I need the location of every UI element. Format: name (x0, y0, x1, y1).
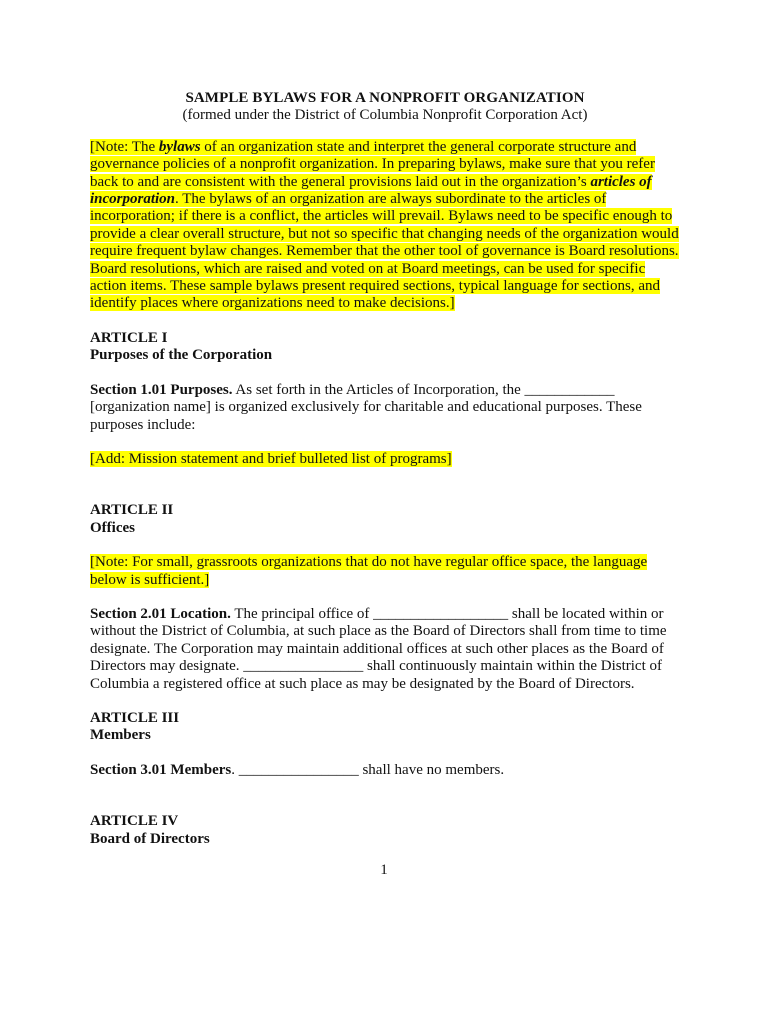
section-2-01 (90, 606, 680, 693)
article-2-heading: ARTICLE II (90, 502, 174, 519)
document-title: SAMPLE BYLAWS FOR A NONPROFIT ORGANIZATION (185, 90, 585, 106)
section-1-01-text: As set forth in the Articles of Incorporation, the ____________ [organization name] is organized exclusively for charitable and educational purposes. These purposes include: (90, 381, 642, 433)
article-1-heading: ARTICLE I (90, 329, 168, 346)
article-3-title: Members (90, 727, 151, 744)
document-content (90, 90, 680, 865)
section-3-01-label: Section 3.01 Members (90, 761, 232, 778)
article-1-title: Purposes of the Corporation (90, 347, 273, 364)
office-space-note: [Note: For small, grassroots organizations that do not have regular office space, the language below is sufficient.] (90, 554, 648, 588)
article-4-heading: ARTICLE IV (90, 813, 179, 830)
section-1-01-label: Section 1.01 Purposes. (90, 381, 233, 398)
note-pre: [Note: The (90, 138, 159, 155)
note-bylaws-term: bylaws (158, 138, 201, 155)
section-3-01-text: . ________________ shall have no members. (231, 761, 505, 778)
article-2-title: Offices (90, 519, 135, 536)
title-block (90, 90, 680, 125)
document-subtitle: (formed under the District of Columbia Nonprofit Corporation Act) (182, 107, 588, 124)
note-post: . The bylaws of an organization are always subordinate to the articles of incorporation; if there is a conflict, the articles will prevail. Bylaws need to be specific enough to provide a clear overall structure, but not so specific that changing needs of the organization would require frequent bylaw changes. Remember that the other tool of governance is Board resolutions. Board resolutions, which are raised and voted on at Board meetings, can be used for specific action items. These sample bylaws present required sections, typical language for sections, and identify places where organizations need to make decisions.] (90, 191, 679, 312)
article-4 (90, 813, 680, 848)
article-3 (90, 710, 680, 745)
section-2-01-label: Section 2.01 Location. (90, 605, 231, 622)
article-1-add-note (90, 451, 680, 468)
article-1 (90, 330, 680, 365)
section-3-01 (90, 762, 680, 779)
article-2 (90, 502, 680, 537)
article-2-note (90, 554, 680, 589)
section-2-01-text: The principal office of __________________ shall be located within or without the District of Columbia, at such place as the Board of Directors shall from time to time designate. The Corporation may maintain additional offices at such other places as the Board of Directors may designate. ________________ shall continuously maintain within the District of Columbia a registered office at such place as may be designated by the Board of Directors. (90, 605, 667, 692)
add-mission-note: [Add: Mission statement and brief bulleted list of programs] (90, 450, 452, 467)
note-bylaws-intro (90, 139, 680, 313)
page-number: 1 (380, 862, 388, 878)
section-1-01 (90, 382, 680, 434)
note-articles-term: articles of incorporation (90, 173, 652, 208)
article-4-title: Board of Directors (90, 830, 210, 847)
article-3-heading: ARTICLE III (90, 709, 180, 726)
note-mid: of an organization state and interpret the general corporate structure and governance policies of a nonprofit organization. In preparing bylaws, make sure that you refer back to and are consistent with the general provisions laid out in the organization’s (90, 138, 655, 190)
